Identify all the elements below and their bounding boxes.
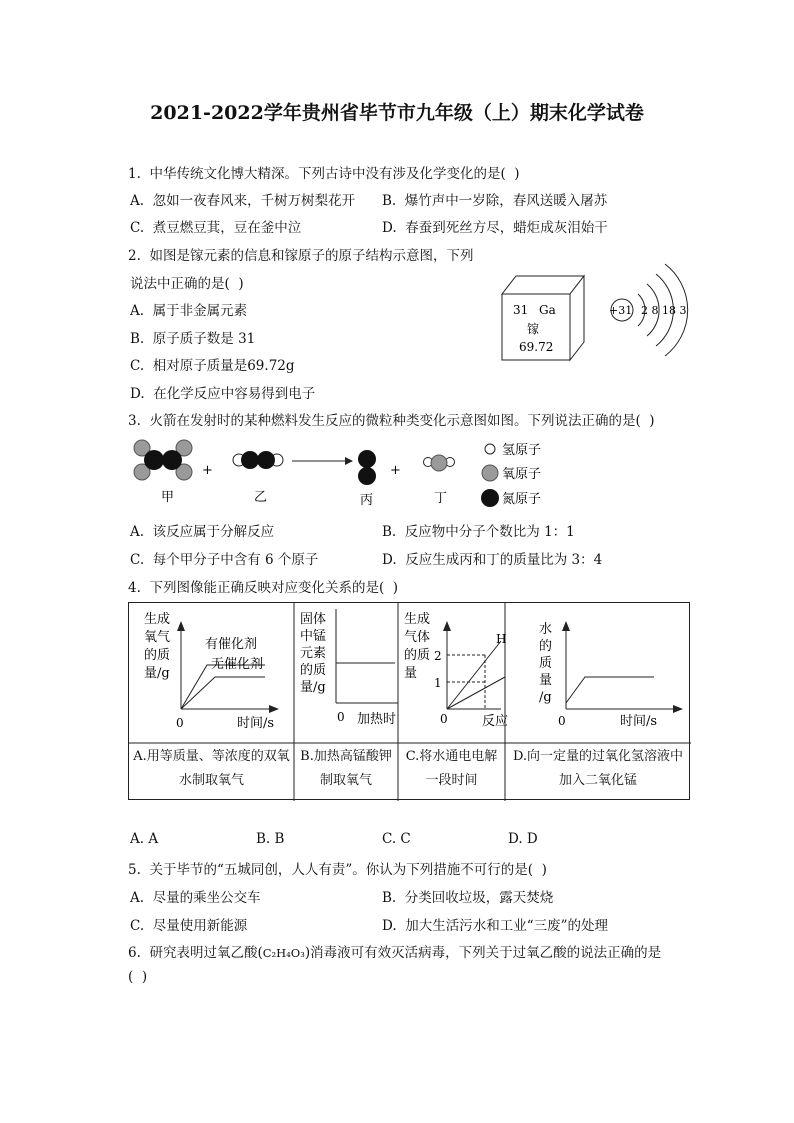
graph-a-origin: 0 xyxy=(176,716,184,730)
graph-c-origin: 0 xyxy=(440,712,448,726)
option-d: D. 在化学反应中容易得到电子 xyxy=(130,386,316,402)
graph-b-ylabel: 固体 xyxy=(300,612,327,627)
element-card xyxy=(502,276,584,360)
graph-a-line-no-catalyst xyxy=(181,677,265,709)
page-title: 2021-2022学年贵州省毕节市九年级（上）期末化学试卷 xyxy=(150,102,644,124)
molecule-bing xyxy=(358,450,376,485)
caption-d-line-2: 加入二氧化锰 xyxy=(558,773,637,788)
option-b: B. 反应物中分子个数比为 1：1 xyxy=(382,524,575,540)
graph-d-ylabel: /g xyxy=(539,690,552,705)
question-stem: 1. 中华传统文化博大精深。下列古诗中没有涉及化学变化的是( ) xyxy=(128,166,520,182)
option-d: D. 反应生成丙和丁的质量比为 3：4 xyxy=(382,552,603,568)
option-d: D. D xyxy=(508,831,538,847)
legend-oxygen-swatch xyxy=(482,465,498,481)
graph-c-xlabel: 反应 xyxy=(482,714,509,729)
question-stem: 4. 下列图像能正确反映对应变化关系的是( ) xyxy=(128,580,399,596)
question-stem-line-2: 说法中正确的是( ) xyxy=(130,276,244,292)
graph-b-ylabel: 的质 xyxy=(300,663,327,678)
graph-table xyxy=(128,602,690,800)
label-yi: 乙 xyxy=(254,490,268,505)
stem-text: )消毒液可有效灭活病毒，下列关于过氧乙酸的说法正确的是 xyxy=(304,945,662,961)
legend xyxy=(481,443,541,507)
graph-d-ylabel: 水 xyxy=(539,622,553,637)
label-jia: 甲 xyxy=(161,490,175,505)
nucleus-charge: +31 xyxy=(609,304,633,317)
graph-c-series-h: H xyxy=(496,632,507,646)
label-ding: 丁 xyxy=(434,491,448,506)
molecule-yi xyxy=(233,451,283,469)
graph-a-ylabel: 的质 xyxy=(144,648,171,663)
electron-shells: 2 8 18 3 xyxy=(641,304,687,317)
option-c: C. 相对原子质量是69.72g xyxy=(130,358,295,374)
graph-c xyxy=(404,611,508,729)
option-a: A. 尽量的乘坐公交车 xyxy=(130,890,261,906)
option-c: C. 尽量使用新能源 xyxy=(130,918,248,934)
graph-d-ylabel: 量 xyxy=(539,673,553,688)
question-stem xyxy=(128,941,661,961)
molecule-jia xyxy=(134,440,192,480)
element-mass: 69.72 xyxy=(519,340,554,354)
graph-d-ylabel: 质 xyxy=(539,656,553,671)
legend-nitrogen: 氮原子 xyxy=(502,492,542,507)
option-d: D. 春蚕到死丝方尽，蜡炬成灰泪始干 xyxy=(382,220,608,236)
legend-nitrogen-swatch xyxy=(481,489,499,507)
graph-b-ylabel: 量/g xyxy=(300,680,326,695)
option-b: B. B xyxy=(256,831,285,847)
option-b: B. 原子质子数是 31 xyxy=(130,331,256,347)
caption-a-line-1: A.用等质量、等浓度的双氧 xyxy=(133,749,290,764)
element-number: 31 xyxy=(513,303,529,317)
caption-a xyxy=(129,745,294,793)
option-a: A. A xyxy=(130,831,159,847)
graph-c-ylabel: 生成 xyxy=(404,612,431,627)
graph-b-origin: 0 xyxy=(337,710,345,724)
caption-c-line-1: C.将水通电电解 xyxy=(405,749,498,764)
graph-a xyxy=(144,611,279,731)
stem-text: 6. 研究表明过氧乙酸( xyxy=(128,945,263,961)
plus-sign: + xyxy=(202,463,213,478)
graph-c-line-o xyxy=(447,677,505,709)
graph-d-ylabel: 的 xyxy=(539,639,553,654)
legend-oxygen: 氧原子 xyxy=(502,467,542,482)
graph-a-series-catalyst: 有催化剂 xyxy=(205,637,258,652)
graph-d-xlabel: 时间/s xyxy=(620,714,658,729)
caption-c xyxy=(398,745,505,793)
reaction-diagram xyxy=(128,436,568,512)
graph-d xyxy=(539,621,683,729)
graph-a-ylabel: 生成 xyxy=(144,612,171,627)
legend-hydrogen: 氢原子 xyxy=(502,443,542,458)
caption-c-line-2: 一段时间 xyxy=(425,773,478,788)
plus-sign: + xyxy=(390,463,401,478)
option-a: A. 忽如一夜春风来，千树万树梨花开 xyxy=(130,193,356,209)
graph-d-origin: 0 xyxy=(558,714,566,728)
graph-c-tick: 2 xyxy=(434,649,442,663)
chemical-formula: C₂H₄O₃ xyxy=(262,946,305,960)
option-a: A. 该反应属于分解反应 xyxy=(130,524,275,540)
graph-c-ylabel: 气体 xyxy=(404,630,431,645)
label-bing: 丙 xyxy=(360,493,374,508)
graph-b-ylabel: 中锰 xyxy=(300,629,327,644)
graph-c-line-h xyxy=(447,641,501,709)
option-c: C. C xyxy=(382,831,411,847)
caption-d-line-1: D.向一定量的过氧化氢溶液中 xyxy=(512,749,684,764)
answer-parentheses: ( ) xyxy=(128,969,148,985)
graph-a-ylabel: 量/g xyxy=(144,666,170,681)
caption-a-line-2: 水制取氧气 xyxy=(178,773,244,788)
option-d: D. 加大生活污水和工业“三废”的处理 xyxy=(382,918,609,934)
graph-c-ylabel: 量 xyxy=(404,666,418,681)
graph-d-line xyxy=(566,677,654,703)
graph-c-tick: 1 xyxy=(434,676,442,690)
caption-b-line-2: 制取氧气 xyxy=(319,773,372,788)
graph-a-xlabel: 时间/s xyxy=(237,716,275,731)
legend-hydrogen-swatch xyxy=(485,444,495,454)
atom-structure xyxy=(609,264,688,356)
option-a: A. 属于非金属元素 xyxy=(130,303,248,319)
element-symbol: Ga xyxy=(539,303,556,317)
option-c: C. 煮豆燃豆萁，豆在釜中泣 xyxy=(130,220,302,236)
caption-b-line-1: B.加热高锰酸钾 xyxy=(300,749,392,764)
graph-b xyxy=(300,609,398,727)
graph-b-xlabel: 加热时 xyxy=(357,712,397,727)
graph-a-ylabel: 氧气 xyxy=(144,630,171,645)
graph-c-ylabel: 的质 xyxy=(404,648,431,663)
gallium-diagram xyxy=(498,248,698,363)
question-stem: 5. 关于毕节的“五城同创，人人有责”。你认为下列措施不可行的是( ) xyxy=(128,862,547,878)
element-name: 镓 xyxy=(527,322,540,336)
option-b: B. 分类回收垃圾，露天焚烧 xyxy=(382,890,554,906)
molecule-ding xyxy=(424,455,455,471)
option-b: B. 爆竹声中一岁除，春风送暖入屠苏 xyxy=(382,193,608,209)
graph-a-series-no-catalyst: 无催化剂 xyxy=(211,657,264,672)
reaction-arrow xyxy=(292,457,353,465)
caption-b xyxy=(294,745,398,793)
caption-d xyxy=(505,745,691,793)
option-c: C. 每个甲分子中含有 6 个原子 xyxy=(130,552,319,568)
question-stem: 3. 火箭在发射时的某种燃料发生反应的微粒种类变化示意图如图。下列说法正确的是( ) xyxy=(128,413,655,429)
question-stem-line-1: 2. 如图是镓元素的信息和镓原子的原子结构示意图，下列 xyxy=(128,248,474,264)
graph-b-ylabel: 元素 xyxy=(300,646,327,661)
